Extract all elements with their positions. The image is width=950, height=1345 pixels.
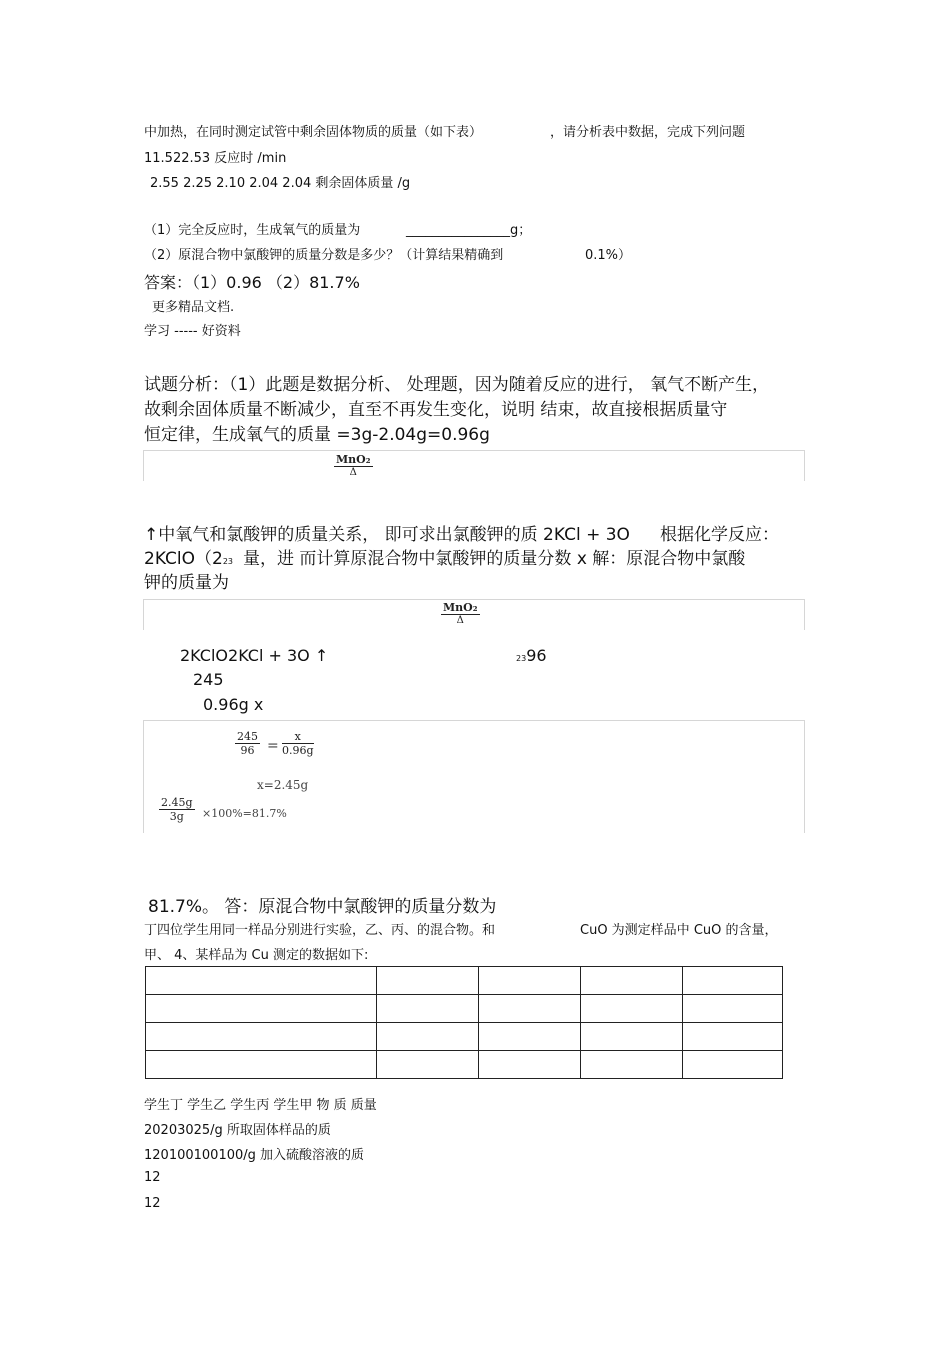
text-line: 11.522.53 反应时 /min [144,151,287,166]
question-2-precision: 0.1%） [585,248,632,263]
fraction: $\frac{2.45g}{3g}$ [161,796,193,823]
question-4-line: 甲、 4、某样品为 Cu 测定的数据如下: [144,948,369,963]
table-cell [146,1051,377,1079]
table-row [146,1051,783,1079]
text-line: 12 [144,1170,161,1185]
answer-blank: ________________g； [406,223,532,238]
table-cell [581,967,683,995]
analysis-line: 钾的质量为 [144,573,229,593]
equation-image-box [143,450,805,481]
table-cell [377,967,479,995]
equation-mass: 2396 [516,646,547,665]
table-cell [479,1023,581,1051]
analysis-line: 根据化学反应： [660,525,779,545]
text-line: 学生丁 学生乙 学生丙 学生甲 物 质 质量 [144,1098,377,1113]
table-cell [683,1051,783,1079]
text-line: 中加热，在同时测定试管中剩余固体物质的质量（如下表） [144,125,483,140]
table-cell [683,967,783,995]
table-cell [479,995,581,1023]
analysis-line: 故剩余固体质量不断减少，直至不再发生变化，说明 结束，故直接根据质量守 [144,400,728,420]
calculation-image-box [143,720,805,833]
conclusion: 81.7%。 答：原混合物中氯酸钾的质量分数为 [148,897,497,917]
table-cell [377,1051,479,1079]
table-cell [683,1023,783,1051]
text-line: 2.55 2.25 2.10 2.04 2.04 剩余固体质量 /g [150,176,411,191]
text-line: 20203025/g 所取固体样品的质 [144,1123,331,1138]
equation-image-box [143,599,805,630]
text-line: 12 [144,1196,161,1211]
data-table [145,966,783,1079]
percentage-result: ×100%=81.7% [202,807,287,820]
equation-mass: 245 [193,670,224,689]
result-x: x=2.45g [257,778,309,792]
table-cell [377,995,479,1023]
table-cell [581,1051,683,1079]
table-row [146,1023,783,1051]
text-line: ，请分析表中数据，完成下列问题 [550,125,746,140]
catalyst-label: MnO₂ Δ [336,453,371,478]
table-cell [146,1023,377,1051]
analysis-line: 试题分析：（1）此题是数据分析、 处理题，因为随着反应的进行， 氧气不断产生， [144,375,770,395]
table-cell [146,995,377,1023]
table-cell [479,1051,581,1079]
question-1: （1）完全反应时，生成氧气的质量为 [144,223,361,238]
fraction: $\frac{x}{0.96g}$ [282,730,314,757]
question-4-line: 丁四位学生用同一样品分别进行实验，乙、丙、的混合物。和 [144,923,496,938]
equation-values: 0.96g x [203,695,264,714]
watermark-text: 学习 ----- 好资料 [144,324,241,339]
table-cell [581,1023,683,1051]
analysis-line: 2KClO（223 量，进 而计算原混合物中氯酸钾的质量分数 x 解：原混合物中氯酸 [144,549,746,569]
table-cell [479,967,581,995]
watermark-text: 更多精品文档. [152,300,235,315]
answer-line: 答案：（1）0.96 （2）81.7% [144,273,360,292]
question-4-line: CuO 为测定样品中 CuO 的含量， [580,923,778,938]
question-2: （2）原混合物中氯酸钾的质量分数是多少？（计算结果精确到 [144,248,504,263]
analysis-line: ↑中氧气和氯酸钾的质量关系， 即可求出氯酸钾的质 2KCl + 3O [144,525,630,545]
text-line: 120100100100/g 加入硫酸溶液的质 [144,1148,365,1163]
fraction: $\frac{245}{96}$ [237,730,258,757]
equals-sign: = [267,738,279,754]
table-cell [683,995,783,1023]
table-cell [146,967,377,995]
table-cell [377,1023,479,1051]
table-cell [581,995,683,1023]
analysis-line: 恒定律，生成氧气的质量 =3g-2.04g=0.96g [144,425,490,445]
catalyst-label: MnO₂ Δ [443,601,478,626]
table-row [146,995,783,1023]
equation-line: 2KClO2KCl + 3O ↑ [180,646,329,665]
table-row [146,967,783,995]
